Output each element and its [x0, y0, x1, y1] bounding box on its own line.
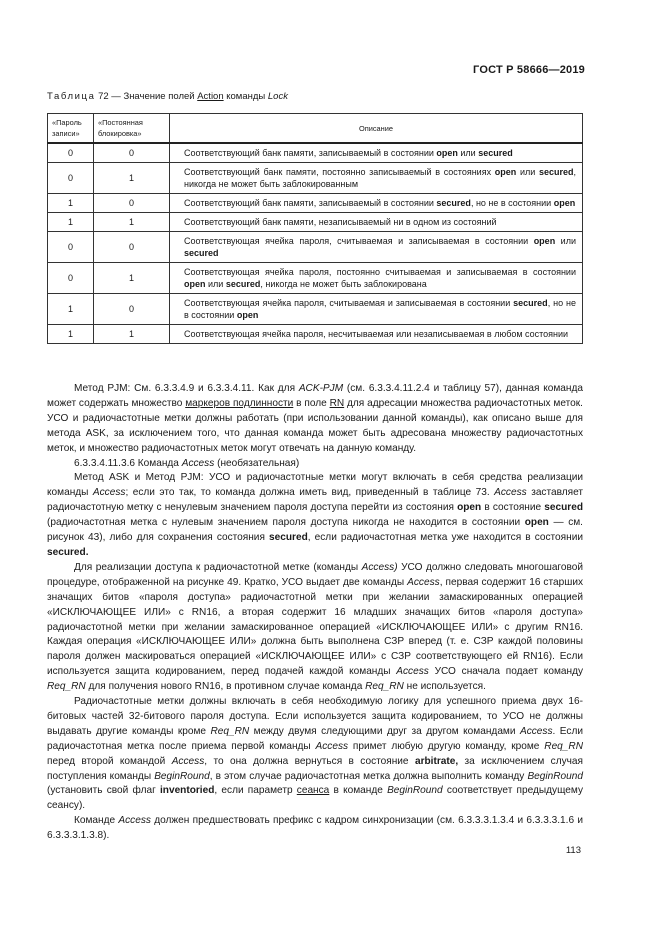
table-row: [48, 213, 583, 232]
table-row: [48, 325, 583, 344]
cell-description: Соответствующий банк памяти, постоянно записываемый в состояниях open или secured, никогда не может быть заблокированным: [170, 163, 583, 194]
cell-permalock-value: 1: [94, 263, 170, 294]
caption-command: Lock: [267, 91, 288, 102]
cell-permalock-value: 1: [94, 325, 170, 344]
cell-description: Соответствующая ячейка пароля, считываемая и записываемая в состоянии open или secured: [170, 232, 583, 263]
cell-description: Соответствующий банк памяти, записываемый в состоянии secured, но не в состоянии open: [170, 194, 583, 213]
cell-password-value: 0: [48, 163, 94, 194]
caption-field: Action: [197, 91, 224, 102]
cell-description: Соответствующий банк памяти, записываемый в состоянии open или secured: [170, 143, 583, 163]
caption-label: Таблица: [47, 91, 96, 102]
table-row: [48, 232, 583, 263]
column-header-password: «Пароль записи»: [48, 114, 94, 144]
paragraph-access-command: Метод ASK и Метод PJM: УСО и радиочастотные метки могут включать в себя средства реализации команды Access; если это так, то команда должна иметь вид, приведенный в таблице 73. Access заставляет радиочастотную метку с ненулевым значением пароля доступа перейти из состояния open в состояние secured (радиочастотная метка с нулевым значением пароля доступа никогда не находится в состоянии open — см. рисунок 43), либо для сохранения состояния secured, если радиочастотная метка уже находится в состоянии secured.: [47, 472, 583, 558]
cell-password-value: 0: [48, 263, 94, 294]
caption-middle: команды: [223, 91, 268, 102]
table-row: [48, 163, 583, 194]
cell-permalock-value: 1: [94, 213, 170, 232]
paragraph-access-procedure: Для реализации доступа к радиочастотной метке (команды Access) УСО должно следовать многошаговой процедуре, отображенной на рисунке 49. Кратко, УСО выдает две команды Access, первая содержит 16 старших значащих битов «пароля доступа» радиочастотной метки при желании замаскированных операцией «ИСКЛЮЧАЮЩЕЕ ИЛИ» с RN16, а вторая содержит 16 младших значащих битов «пароля доступа» радиочастотной метки при желании замаскированное операцией «ИСКЛЮЧАЮЩЕЕ ИЛИ» с другим RN16. Каждая операция «ИСКЛЮЧАЮЩЕЕ ИЛИ» должна быть выполнена СЗР вперед (т. е. СЗР каждой половины пароля должен маскироваться операцией «ИСКЛЮЧАЮЩЕЕ ИЛИ» с СЗР соответствующего ей RN16). Если используется защита кодированием, перед подачей каждой команды Access УСО сначала подает команду Req_RN для получения нового RN16, в противном случае команда Req_RN не используется.: [47, 561, 584, 693]
paragraph-preamble: Команде Access должен предшествовать префикс с кадром синхронизации (см. 6.3.3.3.1.3.4 и 6.3.3.3.1.6 и 6.3.3.3.1.3.8).: [47, 815, 583, 842]
cell-password-value: 1: [48, 194, 94, 213]
cell-description: Соответствующая ячейка пароля, считываемая и записываемая в состоянии secured, но не в состоянии open: [170, 294, 583, 325]
paragraph-pjm-method: Метод PJM: См. 6.3.3.4.9 и 6.3.3.4.11. Как для ACK-PJM (см. 6.3.3.4.11.2.4 и таблицу 57), данная команда может содержать множество маркеров подлинности в поле RN для адресации множества радиочастотных меток. УСО и радиочастотные метки должны работать (при использовании данной команды), как описано выше для метода ASK, за исключением того, что данная команда может быть адресована множеству радиочастотных меток, и множество радиочастотных меток могут отвечать на данную команду.: [47, 383, 583, 454]
column-header-permalock: «Постоянная блокировка»: [94, 114, 170, 144]
table-body: [48, 143, 583, 344]
table-caption: [47, 91, 288, 102]
page-number: 113: [565, 845, 581, 856]
cell-permalock-value: 0: [94, 143, 170, 163]
cell-description: Соответствующий банк памяти, незаписываемый ни в одном из состояний: [170, 213, 583, 232]
document-header: ГОСТ Р 58666—2019: [473, 64, 585, 76]
cell-password-value: 0: [48, 232, 94, 263]
cell-password-value: 1: [48, 294, 94, 325]
table-row: [48, 294, 583, 325]
cell-password-value: 0: [48, 143, 94, 163]
table-row: [48, 263, 583, 294]
table-row: [48, 194, 583, 213]
column-header-description: Описание: [170, 114, 583, 144]
cell-password-value: 1: [48, 213, 94, 232]
action-values-table: [47, 113, 583, 344]
section-heading-access: 6.3.3.4.11.3.6 Команда Access (необязательная): [74, 457, 300, 469]
table-row: [48, 143, 583, 163]
caption-dash: — Значение полей: [108, 91, 198, 102]
cell-permalock-value: 0: [94, 294, 170, 325]
cell-description: Соответствующая ячейка пароля, несчитываемая или незаписываемая в любом состоянии: [170, 325, 583, 344]
paragraph-password-reception: Радиочастотные метки должны включать в себя необходимую логику для успешного приема двух 16-битовых частей 32-битового пароля доступа. Если используется защита кодированием, то УСО не должны выдавать другие команды кроме Req_RN между двумя следующими друг за другом командами Access. Если радиочастотная метка после приема первой команды Access примет любую другую команду, кроме Req_RN перед второй командой Access, то она должна вернуться в состояние arbitrate, за исключением случая поступления команды BeginRound, в этом случае радиочастотная метка должна выполнить команду BeginRound (установить свой флаг inventoried, если параметр сеанса в команде BeginRound соответствует предыдущему сеансу).: [47, 696, 583, 812]
cell-permalock-value: 0: [94, 194, 170, 213]
caption-number: 72: [98, 91, 109, 102]
cell-permalock-value: 0: [94, 232, 170, 263]
table-header-row: [48, 114, 583, 144]
cell-password-value: 1: [48, 325, 94, 344]
body-text: [47, 382, 583, 844]
cell-description: Соответствующая ячейка пароля, постоянно считываемая и записываемая в состоянии open или secured, никогда не может быть заблокирована: [170, 263, 583, 294]
cell-permalock-value: 1: [94, 163, 170, 194]
